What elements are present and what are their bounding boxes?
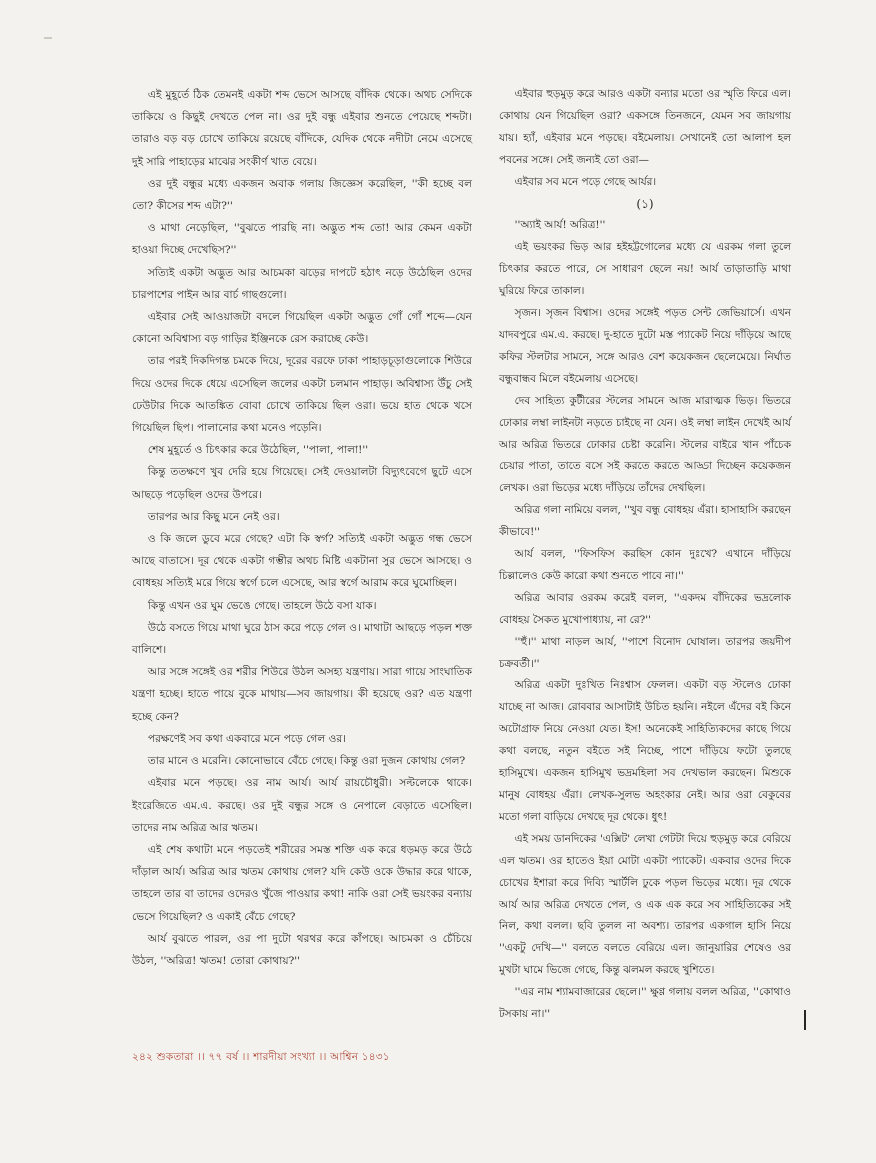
- paragraph: এইবার সব মনে পড়ে গেছে আর্যর।: [514, 175, 657, 188]
- paragraph: এইবার মনে পড়ছে। ওর নাম আর্য। আর্য রায়চৌধুরী। সল্টলেকে থাকে। ইংরেজিতে এম.এ. করছে। ওর দুই বন্ধুর সঙ্গে ও নেপালে বেড়াতে এসেছিল। তাদের নাম অরিত্র আর ঋতম।: [132, 777, 472, 834]
- paragraph: ও মাথা নেড়েছিল, ''বুঝতে পারছি না। অদ্ভুত শব্দ তো! আর কেমন একটা হাওয়া দিচ্ছে দেখেছিস?'': [132, 222, 472, 257]
- paragraph: এই সময় ডানদিকের 'এক্সিট' লেখা গেটটা দিয়ে হুড়মুড় করে বেরিয়ে এল ঋতম। ওর হাতেও ইয়া মোটা একটা প্যাকেট। একবার ওদের দিকে চোখের ইশারা করে দিব্যি স্মার্টলি ঢুকে পড়ল ভিড়ের মধ্যে। দূর থেকে আর্য আর অরিত্র দেখতে পেল, ও এক এক করে সব সাহিত্যিকের সই নিল, কথা বলল। ছবি তুলল না অবশ্য। তারপর একগাল হাসি নিয়ে ''একটু দেখি—'' বলতে বলতে বেরিয়ে এল। জানুয়ারির শেষেও ওর মুখটা ঘামে ভিজে গেছে, কিন্তু ঝলমল করছে খুশিতে।: [499, 832, 791, 977]
- paragraph: এই ভয়ংকর ভিড় আর হইহট্টগোলের মধ্যে যে এরকম গলা তুলে চিৎকার করতে পারে, সে সাধারণ ছেলে নয়! আর্য তাড়াতাড়ি মাথা ঘুরিয়ে ফিরে তাকাল।: [499, 241, 791, 298]
- paragraph: ''অ্যাই আর্য! অরিত্র!'': [514, 219, 606, 232]
- section-number: (১): [636, 196, 654, 211]
- paragraph: পরক্ষণেই সব কথা একবারে মনে পড়ে গেল ওর।: [147, 732, 347, 745]
- paragraph: সৃজন। সৃজন বিশ্বাস। ওদের সঙ্গেই পড়ত সেন্ট জেভিয়ার্সে। এখন যাদবপুরে এম.এ. করছে। দু-হাতে দুটো মস্ত প্যাকেট নিয়ে দাঁড়িয়ে আছে কফির স্টলটার সামনে, সঙ্গে আরও বেশ কয়েকজন ছেলেমেয়ে। নির্ঘাত বন্ধুবান্ধব মিলে বইমেলায় এসেছে।: [499, 307, 791, 385]
- paragraph: তারপর আর কিছু মনে নেই ওর।: [147, 510, 280, 523]
- paragraph: অরিত্র আবার ওরকম করেই বলল, ''একদম বাঁদিকের ভদ্রলোক বোধহয় সৈকত মুখোপাধ্যায়, না রে?'': [499, 591, 791, 626]
- paragraph: আর্য বুঝতে পারল, ওর পা দুটো থরথর করে কাঁপছে। আচমকা ও চেঁচিয়ে উঠল, ''অরিত্র! ঋতম! তোরা কোথায়?'': [132, 932, 472, 967]
- paragraph: কিন্তু ততক্ষণে খুব দেরি হয়ে গিয়েছে। সেই দেওয়ালটা বিদ্যুৎবেগে ছুটে এসে আছড়ে পড়েছিল ওদের উপরে।: [132, 466, 472, 501]
- page-footer: ২৪২ শুকতারা ।। ৭৭ বর্ষ ।। শারদীয়া সংখ্যা ।। আশ্বিন ১৪৩১: [132, 1051, 390, 1063]
- paragraph: ''এর নাম শ্যামবাজারের ছেলে।'' ক্ষুণ্ণ গলায় বলল অরিত্র, ''কোথাও টসকায় না।'': [499, 986, 791, 1021]
- paragraph: সত্যিই একটা অদ্ভুত আর আচমকা ঝড়ের দাপটে হঠাৎ নড়ে উঠেছিল ওদের চারপাশের পাইন আর বার্চ গাছগুলো।: [132, 266, 472, 301]
- paragraph: কিন্তু এখন ওর ঘুম ভেঙে গেছে। তাহলে উঠে বসা যাক।: [147, 599, 377, 612]
- paragraph: আর সঙ্গে সঙ্গেই ওর শরীর শিউরে উঠল অসহ্য যন্ত্রণায়। সারা গায়ে সাংঘাতিক যন্ত্রণা হচ্ছে। হাতে পায়ে বুকে মাথায়—সব জায়গায়। কী হয়েছে ওর? এত যন্ত্রণা হচ্ছে কেন?: [132, 666, 472, 723]
- paragraph: অরিত্র গলা নামিয়ে বলল, ''খুব বন্ধু বোধহয় এঁরা। হাসাহাসি করছেন কীভাবে!'': [499, 504, 791, 539]
- margin-mark: [804, 1010, 806, 1030]
- paragraph: তার পরই দিকদিগন্ত চমকে দিয়ে, দূরের বরফে ঢাকা পাহাড়চূড়াগুলোকে শিউরে দিয়ে ওদের দিকে ধেয়ে এসেছিল জলের একটা চলমান পাহাড়। অবিশ্বাস্য উঁচু সেই ঢেউটার দিকে আতঙ্কিত বোবা চোখে তাকিয়ে ছিল ওরা। ভয়ে হাত থেকে খসে গিয়েছিল ছিপ। পালানোর কথা মনেও পড়েনি।: [132, 355, 472, 435]
- left-column: [132, 84, 472, 972]
- paragraph: অরিত্র একটা দুঃখিত নিঃশ্বাস ফেলল। একটা বড় স্টলেও ঢোকা যাচ্ছে না আজ। রোববার আসাটাই উচিত হয়নি। নইলে এঁদের বই কিনে অটোগ্রাফ নিয়ে নেওয়া যেত। ইস! অনেকেই সাহিত্যিকদের কাছে গিয়ে কথা বলছে, নতুন বইতে সই নিচ্ছে, পাশে দাঁড়িয়ে ফটো তুলছে হাসিমুখে। একজন হাসিমুখ ভদ্রমহিলা সব দেখভাল করছেন। মিশুকে মানুষ বোধহয় এঁরা। লেখক-সুলভ অহংকার নেই। আর ওরা বেকুবের মতো গলা বাড়িয়ে দেখছে দূর থেকে। ধুৎ!: [499, 679, 791, 823]
- paragraph: ওর দুই বন্ধুর মধ্যে একজন অবাক গলায় জিজ্ঞেস করেছিল, ''কী হচ্ছে বল তো? কীসের শব্দ এটা?'': [132, 177, 472, 213]
- paragraph: তার মানে ও মরেনি। কোনোভাবে বেঁচে গেছে। কিন্তু ওরা দুজন কোথায় গেল?: [147, 755, 466, 768]
- paragraph: এই শেষ কথাটা মনে পড়তেই শরীরের সমস্ত শক্তি এক করে ধড়মড় করে উঠে দাঁড়াল আর্য। অরিত্র আর ঋতম কোথায় গেল? যদি কেউ ওকে উদ্ধার করে থাকে, তাহলে তার বা তাদের ওদেরও খুঁজে পাওয়ার কথা! নাকি ওরা সেই ভয়ংকর বন্যায় ভেসে গিয়েছিল? ও একাই বেঁচে গেছে?: [132, 843, 472, 923]
- paragraph: দেব সাহিত্য কুটীরের স্টলের সামনে আজ মারাত্মক ভিড়। ভিতরে ঢোকার লম্বা লাইনটা নড়তে চাইছে না যেন। ওই লম্বা লাইন দেখেই আর্য আর অরিত্র ভিতরে ঢোকার চেষ্টা করেনি। স্টলের বাইরে খান পাঁচেক চেয়ার পাতা, তাতে বসে সই করতে করতে আড্ডা দিচ্ছেন কয়েকজন লেখক। ওরা ভিড়ের মধ্যে দাঁড়িয়ে তাঁদের দেখছিল।: [499, 394, 791, 495]
- paragraph: ''হুঁ।'' মাথা নাড়ল আর্য, ''পাশে বিনোদ ঘোষাল। তারপর জয়দীপ চক্রবর্তী।'': [499, 635, 791, 670]
- right-column: [499, 84, 791, 1026]
- page-mark: [44, 37, 52, 39]
- paragraph: আর্য বলল, ''ফিসফিস করছিস কোন দুঃখে? এখানে দাঁড়িয়ে চিল্লালেও কেউ কারো কথা শুনতে পাবে না।'': [499, 548, 791, 582]
- paragraph: এই মুহূর্তে ঠিক তেমনই একটা শব্দ ভেসে আসছে বাঁদিক থেকে। অথচ সেদিকে তাকিয়ে ও কিছুই দেখতে পেল না। ওর দুই বন্ধু এইবার শুনতে পেয়েছে শব্দটা। তারাও বড় বড় চোখে তাকিয়ে রয়েছে বাঁদিকে, যেদিক থেকে নদীটা নেমে এসেছে দুই সারি পাহাড়ের মাঝের সংকীর্ণ খাত বেয়ে।: [132, 89, 472, 168]
- paragraph: শেষ মুহূর্তে ও চিৎকার করে উঠেছিল, ''পালা, পালা!'': [147, 444, 369, 457]
- paragraph: ও কি জলে ডুবে মরে গেছে? এটা কি স্বর্গ? সত্যিই একটা অদ্ভুত গন্ধ ভেসে আছে বাতাসে। দূর থেকে একটা গম্ভীর অথচ মিষ্টি একটানা সুর ভেসে আসছে। ও বোধহয় সত্যিই মরে গিয়ে স্বর্গে চলে এসেছে, আর স্বর্গে আরাম করে ঘুমোচ্ছিল।: [132, 533, 472, 590]
- paragraph: উঠে বসতে গিয়ে মাথা ঘুরে ঠাস করে পড়ে গেল ও। মাথাটা আছড়ে পড়ল শক্ত বালিশে।: [132, 621, 472, 657]
- paragraph: এইবার হুড়মুড় করে আরও একটা বন্যার মতো ওর স্মৃতি ফিরে এল। কোথায় যেন গিয়েছিল ওরা? একসঙ্গে তিনজনে, যেমন সব জায়গায় যায়। হ্যাঁ, এইবার মনে পড়ছে। বইমেলায়। সেখানেই তো আলাপ হল পবনের সঙ্গে। সেই জন্যই তো ওরা—: [499, 88, 791, 166]
- paragraph: এইবার সেই আওয়াজটা বদলে গিয়েছিল একটা অদ্ভুত গোঁ গোঁ শব্দে—যেন কোনো অবিশ্বাস্য বড় গাড়ির ইঞ্জিনকে রেস করাচ্ছে কেউ।: [132, 311, 472, 346]
